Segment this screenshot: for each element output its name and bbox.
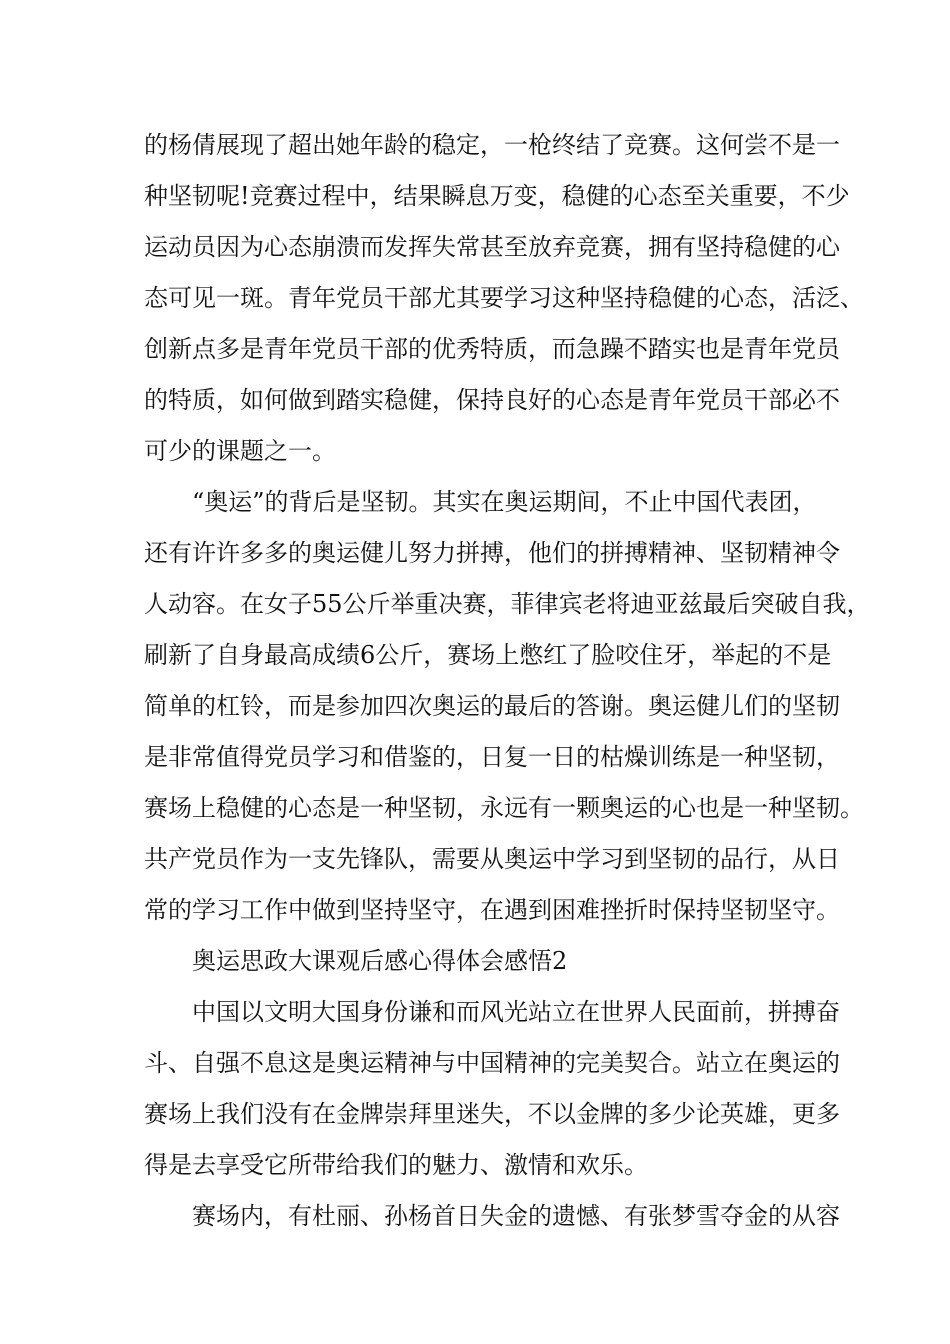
text-line: 共产党员作为一支先锋队，需要从奥运中学习到坚韧的品行，从日 (144, 845, 840, 873)
text-line: 人动容。在女子55公斤举重决赛，菲律宾老将迪亚兹最后突破自我， (144, 590, 871, 618)
text-line: 态可见一斑。青年党员干部尤其要学习这种坚持稳健的心态，活泛、 (144, 284, 864, 312)
document-body (144, 120, 871, 1242)
text-line: 运动员因为心态崩溃而发挥失常甚至放弃竞赛，拥有坚持稳健的心 (144, 233, 840, 261)
text-line: 种坚韧呢!竞赛过程中，结果瞬息万变，稳健的心态至关重要，不少 (144, 182, 850, 210)
paragraph (144, 120, 864, 477)
text-line: 常的学习工作中做到坚持坚守，在遇到困难挫折时保持坚韧坚守。 (144, 896, 840, 924)
text-line: 创新点多是青年党员干部的优秀特质，而急躁不踏实也是青年党员 (144, 335, 840, 363)
text-line: 斗、自强不息这是奥运精神与中国精神的完美契合。站立在奥运的 (144, 1049, 840, 1077)
text-line: “奥运”的背后是坚韧。其实在奥运期间，不止中国代表团， (192, 488, 817, 516)
text-line: 赛场上我们没有在金牌崇拜里迷失，不以金牌的多少论英雄，更多 (144, 1100, 840, 1128)
text-line: 的杨倩展现了超出她年龄的稳定，一枪终结了竞赛。这何尝不是一 (144, 131, 840, 159)
text-line: 还有许许多多的奥运健儿努力拼搏，他们的拼搏精神、坚韧精神令 (144, 539, 840, 567)
text-line: 得是去享受它所带给我们的魅力、激情和欢乐。 (144, 1151, 648, 1179)
text-line: 奥运思政大课观后感心得体会感悟2 (192, 947, 568, 975)
paragraph (144, 1191, 840, 1242)
text-line: 是非常值得党员学习和借鉴的，日复一日的枯燥训练是一种坚韧， (144, 743, 840, 771)
paragraph (144, 477, 871, 936)
text-line: 刷新了自身最高成绩6公斤，赛场上憋红了脸咬住牙，举起的不是 (144, 641, 832, 669)
text-line: 赛场上稳健的心态是一种坚韧，永远有一颗奥运的心也是一种坚韧。 (144, 794, 864, 822)
text-line: 中国以文明大国身份谦和而风光站立在世界人民面前，拼搏奋 (192, 998, 840, 1026)
text-line: 赛场内，有杜丽、孙杨首日失金的遗憾、有张梦雪夺金的从容 (192, 1202, 840, 1230)
text-line: 简单的杠铃，而是参加四次奥运的最后的答谢。奥运健儿们的坚韧 (144, 692, 840, 720)
section-heading (144, 936, 824, 987)
text-line: 的特质，如何做到踏实稳健，保持良好的心态是青年党员干部必不 (144, 386, 840, 414)
paragraph (144, 987, 840, 1191)
text-line: 可少的课题之一。 (144, 437, 336, 465)
